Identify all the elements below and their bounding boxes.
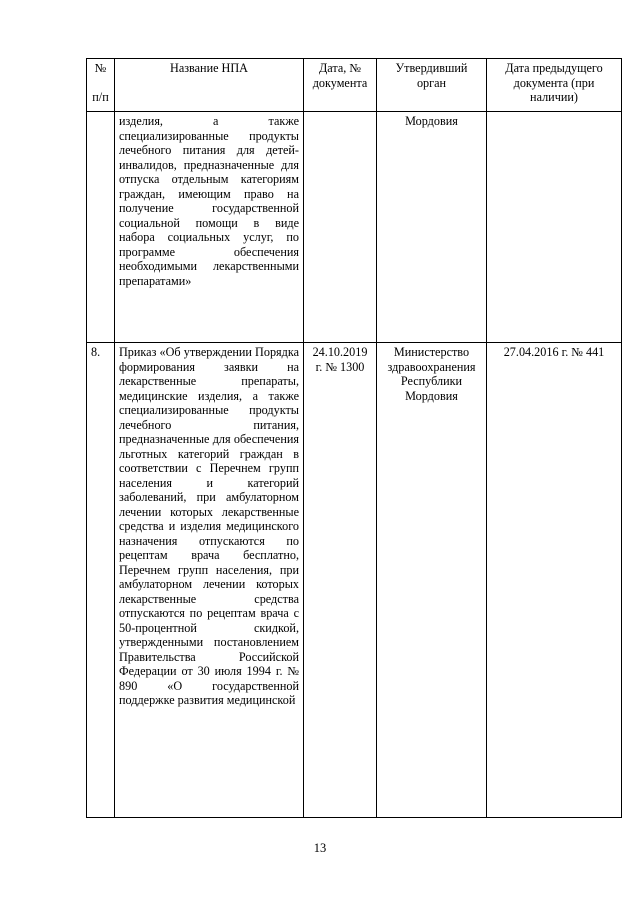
header-num-line1: №: [94, 61, 107, 75]
row-num: [87, 112, 115, 343]
row-org: Министерство здравоохранения Республики Мордовия: [377, 343, 487, 818]
row-num: 8.: [87, 343, 115, 818]
row-date: 24.10.2019 г. № 1300: [304, 343, 377, 818]
header-num: [87, 59, 115, 112]
row-prev: 27.04.2016 г. № 441: [487, 343, 622, 818]
header-org: Утвердивший орган: [377, 59, 487, 112]
row-date: [304, 112, 377, 343]
page-number: 13: [313, 841, 327, 855]
row-prev: [487, 112, 622, 343]
npa-table: [86, 58, 622, 818]
header-num-line2: п/п: [92, 89, 109, 104]
row-org: Мордовия: [377, 112, 487, 343]
table-row: [87, 343, 622, 818]
header-prev: Дата предыдущего документа (при наличии): [487, 59, 622, 112]
row-name: изделия, а также специализированные продукты лечебного питания для детей-инвалидов, предназначенные для отпуска отдельным категориям граждан, имеющим право на получение государственной социальной помощи в виде набора социальных услуг, по программе обеспечения необходимыми лекарственными препаратами»: [115, 112, 304, 343]
table-row: [87, 112, 622, 343]
header-date: Дата, № документа: [304, 59, 377, 112]
header-name: Название НПА: [115, 59, 304, 112]
table-header-row: [87, 59, 622, 112]
row-name: Приказ «Об утверждении Порядка формирования заявки на лекарственные препараты, медицинские изделия, а также специализированные продукты лечебного питания, предназначенные для обеспечения льготных категорий граждан в соответствии с Перечнем групп населения и категорий заболеваний, при амбулаторном лечении которых лекарственные средства и изделия медицинского назначения отпускаются по рецептам врача бесплатно, Перечнем групп населения, при амбулаторном лечении которых лекарственные средства отпускаются по рецептам врача с 50-процентной скидкой, утвержденными постановлением Правительства Российской Федерации от 30 июля 1994 г. № 890 «О государственной поддержке развития медицинской: [115, 343, 304, 818]
